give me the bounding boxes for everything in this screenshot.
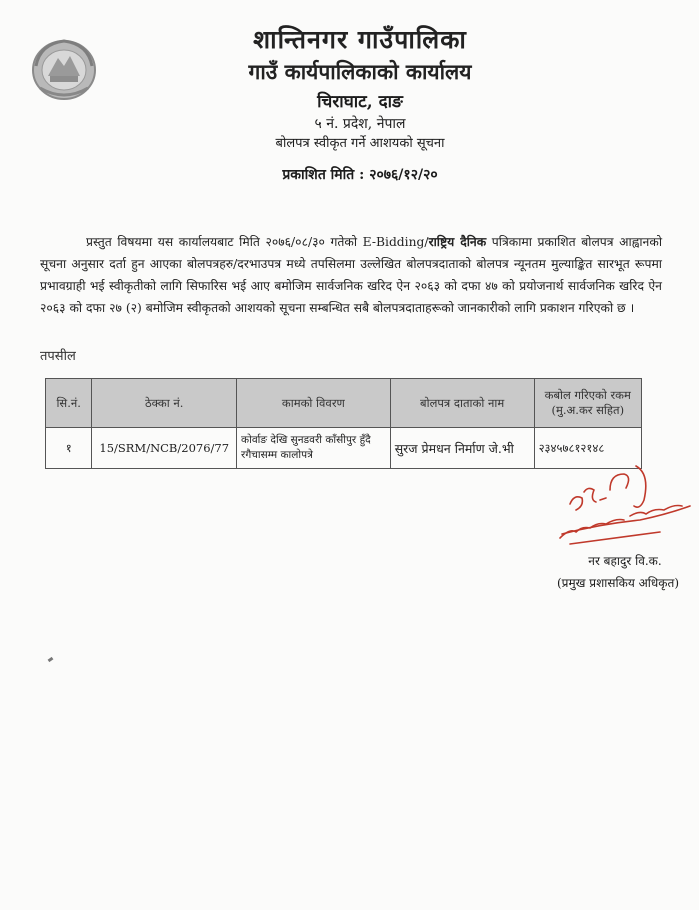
award-table — [45, 378, 642, 469]
header-sn: सि.नं. — [46, 379, 92, 428]
handwritten-signature — [540, 460, 699, 560]
cell-sn: १ — [46, 428, 92, 469]
office-name: गाउँ कार्यपालिकाको कार्यालय — [248, 59, 472, 84]
cell-description: कोर्वाङ देखि सुनडवरी काँसीपुर हुँदै रगैचासम्म कालोपत्रे — [237, 428, 391, 469]
header-description: कामको विवरण — [237, 379, 391, 428]
cell-contract-no: 15/SRM/NCB/2076/77 — [92, 428, 237, 469]
published-date: प्रकाशित मिति : २०७६/१२/२० — [282, 167, 438, 183]
paragraph-bold: राष्ट्रिय दैनिक — [428, 234, 487, 249]
header-contract-no: ठेक्का नं. — [92, 379, 237, 428]
table-header-row — [46, 379, 642, 428]
paragraph-part1: प्रस्तुत विषयमा यस कार्यालयबाट मिति २०७६/०८/३० गतेको E-Bidding/ — [86, 235, 429, 249]
paragraph-part2: पत्रिकामा प्रकाशित बोलपत्र आह्वानको सूचना अनुसार दर्ता हुन आएका बोलपत्रहरु/दरभाउपत्र मध्ये तपसिलमा उल्लेखित बोलपत्रदाताको बोलपत्र न्यूनतम मुल्याङ्कित सारभूत रूपमा प्रभावग्राही भई स्वीकृतीको लागि सिफारिस भई आए बमोजिम सार्वजनिक खरिद ऐन २०६३ को दफा ४७ को प्रयोजनार्थ सार्वजनिक खरिद ऐन २०६३ को दफा २७ (२) बमोजिम स्वीकृतको आशयको सूचना सम्बन्धित सबै बोलपत्रदाताहरूको जानकारीको लागि प्रकाशन गरिएको छ । — [40, 235, 663, 315]
notice-title: बोलपत्र स्वीकृत गर्ने आशयको सूचना — [275, 136, 445, 151]
signatory-name: नर बहादुर वि.क. — [588, 554, 662, 568]
cell-amount: २३४५७८१२१४८ — [534, 428, 641, 469]
header-bidder: बोलपत्र दाताको नाम — [390, 379, 534, 428]
header-amount: कबोल गरिएको रकम (मु.अ.कर सहित) — [534, 379, 641, 428]
office-address: चिराघाट, दाङ — [317, 92, 403, 112]
cell-bidder: सुरज प्रेमधन निर्माण जे.भी — [390, 428, 534, 469]
scan-speck — [48, 657, 54, 662]
signatory-title: (प्रमुख प्रशासकिय अधिकृत) — [556, 576, 680, 590]
nepal-government-emblem-icon — [30, 36, 98, 102]
municipality-name: शान्तिनगर गाउँपालिका — [253, 25, 467, 54]
details-label: तपसील — [40, 349, 76, 364]
notice-paragraph — [40, 231, 662, 319]
letterhead — [130, 24, 590, 186]
province-line: ५ नं. प्रदेश, नेपाल — [314, 116, 406, 132]
